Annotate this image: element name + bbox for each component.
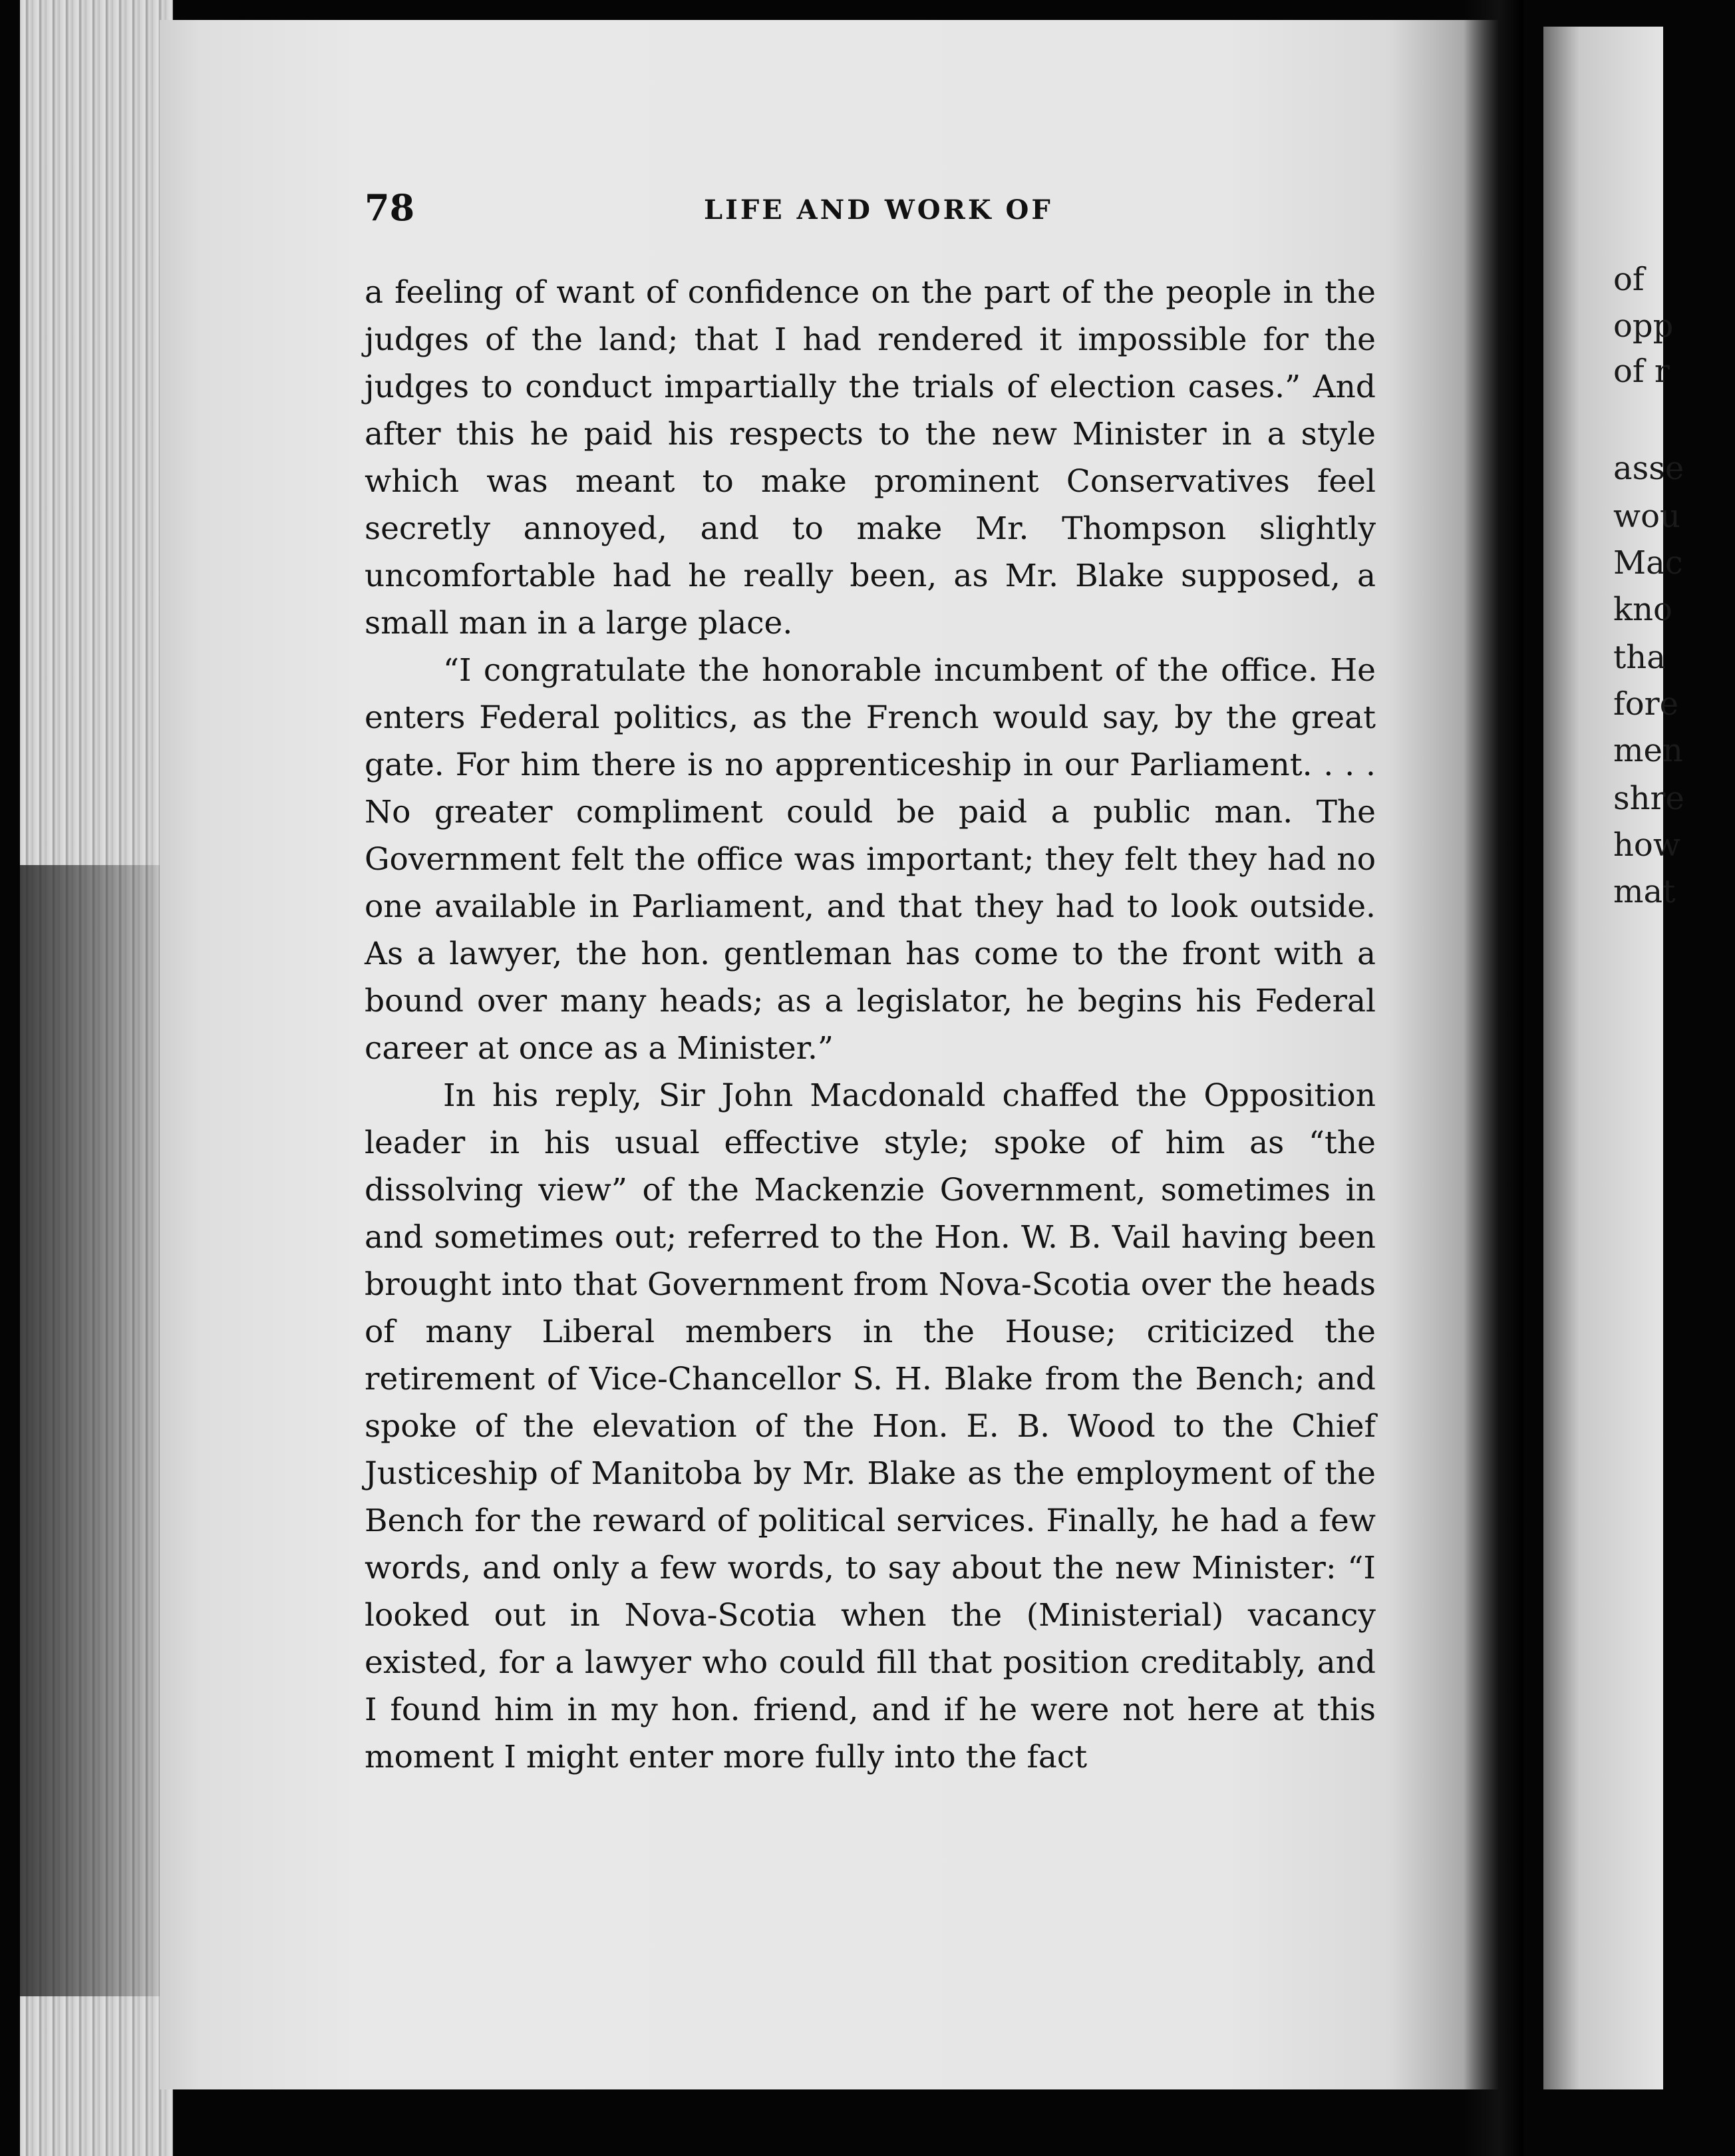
facing-fragment: Mac xyxy=(1613,544,1683,582)
facing-fragment: opp xyxy=(1613,307,1674,345)
page-number: 78 xyxy=(365,186,415,229)
facing-fragment: shre xyxy=(1613,780,1684,817)
facing-fragment: fore xyxy=(1613,685,1679,723)
facing-fragment: men xyxy=(1613,732,1683,769)
facing-fragment: kno xyxy=(1613,591,1672,628)
paragraph-2: “I congratulate the honorable incumbent of the office. He enters Federal politics, as the French would say, by the great gate. For him there is no apprenticeship in our Parliament. . . . No greater compliment could be paid a public man. The Government felt the office was important; they felt they had no one available in Parliament, and that they had to look outside. As a lawyer, the hon. gentleman has come to the front with a bound over many heads; as a legislator, he begins his Federal career at once as a Minister.” xyxy=(365,652,1376,1067)
facing-fragment: of r xyxy=(1613,353,1670,390)
body-text xyxy=(365,269,1376,1781)
paragraph-3: In his reply, Sir John Macdonald chaffed the Opposition leader in his usual effective style; spoke of him as “the dissolving view” of the Mackenzie Government, sometimes in and sometimes out; referred to the Hon. W. B. Vail having been brought into that Government from Nova-Scotia over the heads of many Liberal members in the House; criticized the retirement of Vice-Chancellor S. H. Blake from the Bench; and spoke of the elevation of the Hon. E. B. Wood to the Chief Justiceship of Manitoba by Mr. Blake as the employment of the Bench for the reward of political services. Finally, he had a few words, and only a few words, to say about the new Minister: “I looked out in Nova-Scotia when the (Ministerial) vacancy existed, for a lawyer who could fill that position creditably, and I found him in my hon. friend, and if he were not here at this moment I might enter more fully into the fact xyxy=(365,1077,1376,1775)
facing-fragment: of xyxy=(1613,261,1645,298)
facing-fragment: mat xyxy=(1613,873,1676,910)
facing-fragment: how xyxy=(1613,826,1680,864)
facing-fragment: tha xyxy=(1613,639,1666,676)
running-head xyxy=(365,186,1735,240)
page-edges xyxy=(20,0,173,2156)
gutter-shadow xyxy=(1464,0,1523,2156)
facing-fragment: asse xyxy=(1613,450,1684,487)
paragraph-1: a feeling of want of confidence on the part of the people in the judges of the land; that I had rendered it impossible for the judges to conduct impartially the trials of election cases.” And after this he paid his respects to the new Minister in a style which was meant to make prominent Conservatives feel secretly annoyed, and to make Mr. Thompson slightly uncomfortable had he really been, as Mr. Blake supposed, a small man in a large place. xyxy=(365,274,1376,641)
running-head-title: LIFE AND WORK OF xyxy=(704,194,1053,226)
facing-fragment: wou xyxy=(1613,498,1680,535)
